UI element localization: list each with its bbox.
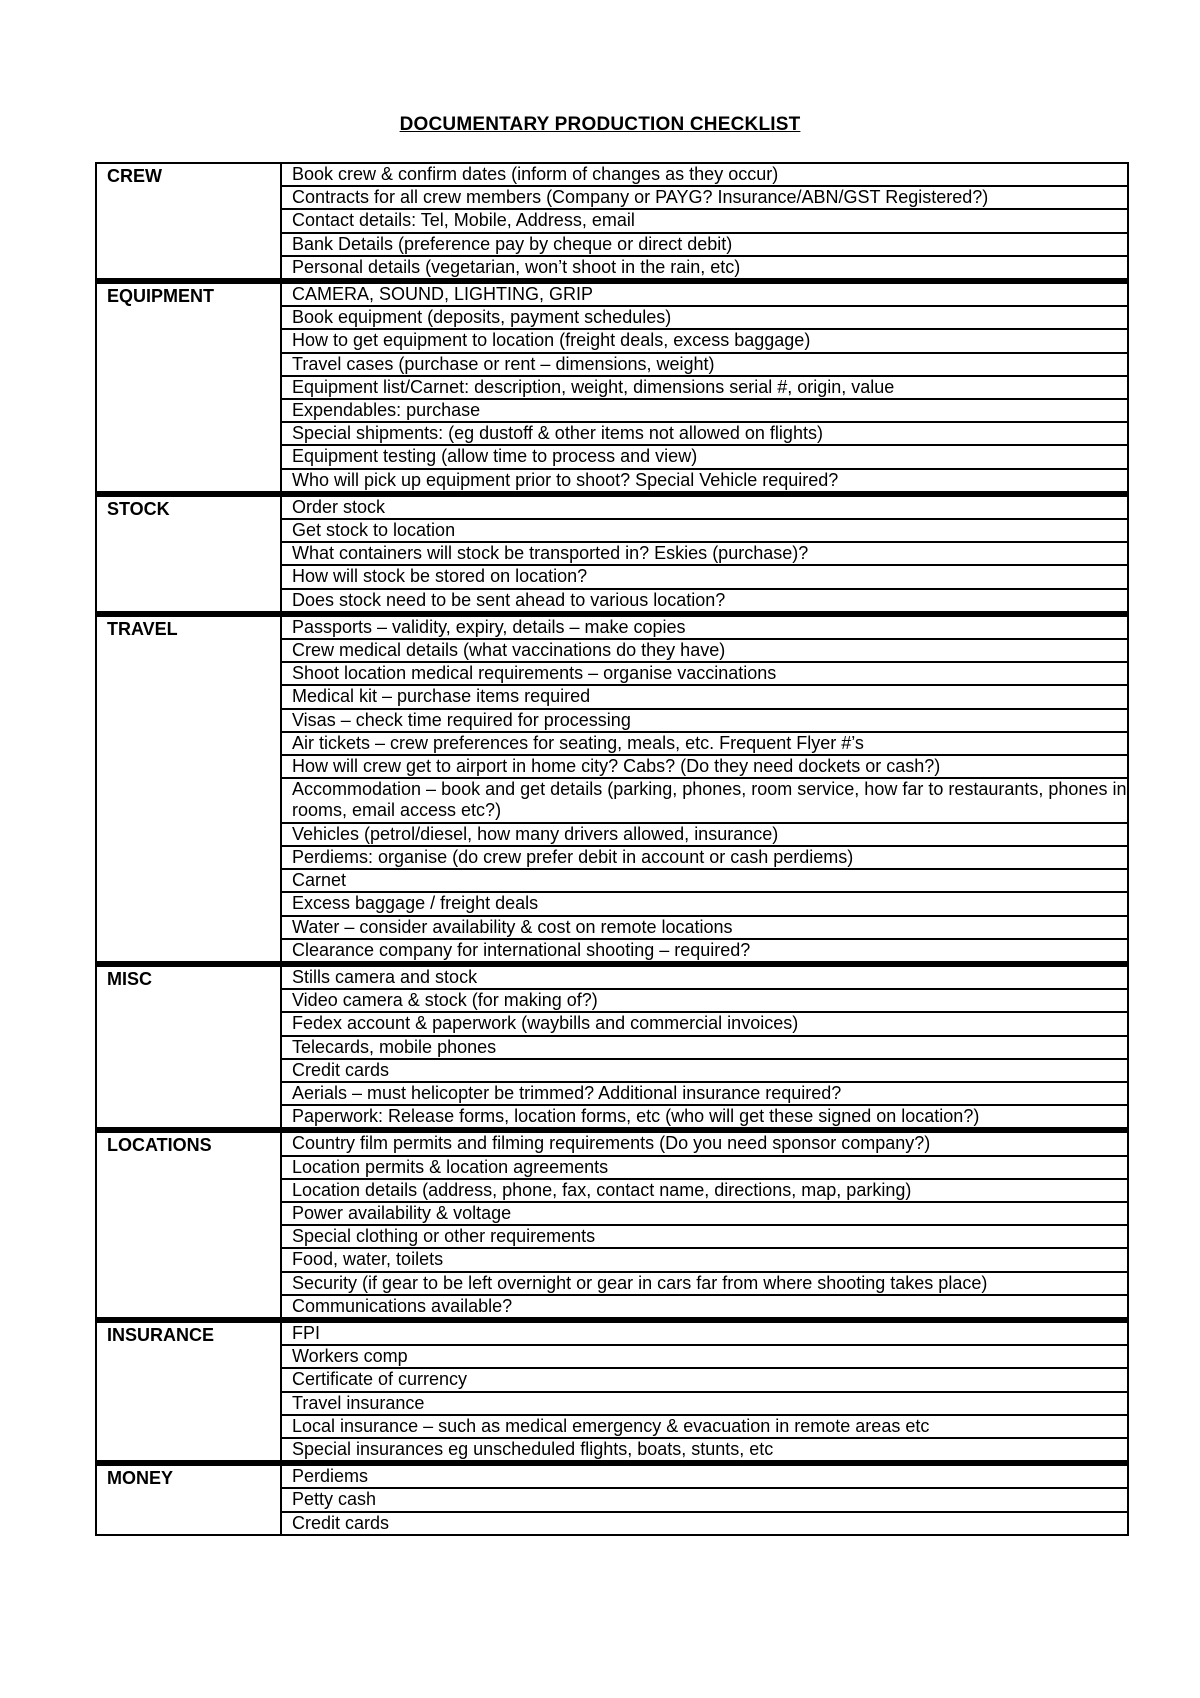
checklist-item: Location permits & location agreements	[282, 1157, 1127, 1180]
item-list	[282, 497, 1127, 611]
category-label: TRAVEL	[97, 617, 282, 961]
checklist-item: Book equipment (deposits, payment schedules)	[282, 307, 1127, 330]
checklist-item: Food, water, toilets	[282, 1249, 1127, 1272]
item-list	[282, 164, 1127, 278]
checklist-item: Does stock need to be sent ahead to various location?	[292, 589, 726, 610]
checklist-item: Workers comp	[282, 1346, 1127, 1369]
checklist-item: Country film permits and filming requirements (Do you need sponsor company?)	[282, 1133, 1127, 1156]
checklist-item: Order stock	[282, 497, 1127, 520]
section-stock	[97, 497, 1127, 617]
checklist-item: Special insurances eg unscheduled flights, boats, stunts, etc	[292, 1438, 774, 1459]
checklist-item: Vehicles (petrol/diesel, how many drivers allowed, insurance)	[282, 824, 1127, 847]
checklist-item: Perdiems: organise (do crew prefer debit in account or cash perdiems)	[282, 847, 1127, 870]
checklist-table	[95, 162, 1129, 1536]
checklist-item: Local insurance – such as medical emergency & evacuation in remote areas etc	[282, 1416, 1127, 1439]
checklist-item: How will stock be stored on location?	[282, 566, 1127, 589]
checklist-item: Petty cash	[282, 1489, 1127, 1512]
category-label: STOCK	[97, 497, 282, 611]
checklist-item: Passports – validity, expiry, details – make copies	[282, 617, 1127, 640]
checklist-item: What containers will stock be transported in? Eskies (purchase)?	[282, 543, 1127, 566]
checklist-item: Get stock to location	[282, 520, 1127, 543]
checklist-item: Video camera & stock (for making of?)	[282, 990, 1127, 1013]
checklist-item: Bank Details (preference pay by cheque or direct debit)	[282, 234, 1127, 257]
section-insurance	[97, 1323, 1127, 1466]
checklist-item: Book crew & confirm dates (inform of changes as they occur)	[282, 164, 1127, 187]
checklist-item: Accommodation – book and get details (parking, phones, room service, how far to restaurants, phones in rooms, email access etc?)	[282, 779, 1127, 823]
checklist-item: Special shipments: (eg dustoff & other items not allowed on flights)	[282, 423, 1127, 446]
category-label: MISC	[97, 967, 282, 1127]
checklist-item: Paperwork: Release forms, location forms, etc (who will get these signed on location?)	[292, 1106, 980, 1127]
item-list	[282, 284, 1127, 491]
checklist-item: Clearance company for international shooting – required?	[292, 939, 751, 960]
category-label: CREW	[97, 164, 282, 278]
section-locations	[97, 1133, 1127, 1323]
checklist-item: Power availability & voltage	[282, 1203, 1127, 1226]
checklist-item: CAMERA, SOUND, LIGHTING, GRIP	[282, 284, 1127, 307]
item-list	[282, 617, 1127, 961]
category-label: LOCATIONS	[97, 1133, 282, 1317]
checklist-item: Who will pick up equipment prior to shoot? Special Vehicle required?	[292, 469, 839, 490]
checklist-item: Aerials – must helicopter be trimmed? Additional insurance required?	[282, 1083, 1127, 1106]
checklist-item: Stills camera and stock	[282, 967, 1127, 990]
category-label: MONEY	[97, 1466, 282, 1534]
checklist-item: Communications available?	[292, 1295, 513, 1316]
item-list	[282, 1133, 1127, 1317]
checklist-item: Air tickets – crew preferences for seating, meals, etc. Frequent Flyer #’s	[282, 733, 1127, 756]
checklist-item: Contracts for all crew members (Company or PAYG? Insurance/ABN/GST Registered?)	[282, 187, 1127, 210]
item-list	[282, 1323, 1127, 1460]
checklist-item: Credit cards	[282, 1060, 1127, 1083]
checklist-item: Equipment testing (allow time to process and view)	[282, 446, 1127, 469]
checklist-item: Visas – check time required for processing	[282, 710, 1127, 733]
checklist-item: Fedex account & paperwork (waybills and commercial invoices)	[282, 1013, 1127, 1036]
checklist-item: Personal details (vegetarian, won’t shoot in the rain, etc)	[292, 256, 741, 277]
checklist-item: Medical kit – purchase items required	[282, 686, 1127, 709]
checklist-item: Location details (address, phone, fax, contact name, directions, map, parking)	[282, 1180, 1127, 1203]
section-equipment	[97, 284, 1127, 497]
checklist-item: Crew medical details (what vaccinations do they have)	[282, 640, 1127, 663]
category-label: INSURANCE	[97, 1323, 282, 1460]
item-list	[282, 1466, 1127, 1534]
checklist-item: Contact details: Tel, Mobile, Address, email	[282, 210, 1127, 233]
checklist-item: Excess baggage / freight deals	[282, 893, 1127, 916]
checklist-item: Expendables: purchase	[282, 400, 1127, 423]
checklist-item: How will crew get to airport in home city? Cabs? (Do they need dockets or cash?)	[282, 756, 1127, 779]
checklist-item: Perdiems	[282, 1466, 1127, 1489]
checklist-item: Telecards, mobile phones	[282, 1037, 1127, 1060]
checklist-item: Certificate of currency	[282, 1369, 1127, 1392]
checklist-item: How to get equipment to location (freight deals, excess baggage)	[282, 330, 1127, 353]
checklist-item: Shoot location medical requirements – organise vaccinations	[282, 663, 1127, 686]
section-misc	[97, 967, 1127, 1133]
checklist-item: FPI	[282, 1323, 1127, 1346]
checklist-item: Security (if gear to be left overnight or gear in cars far from where shooting takes place)	[282, 1273, 1127, 1296]
checklist-item: Credit cards	[292, 1512, 390, 1533]
category-label: EQUIPMENT	[97, 284, 282, 491]
section-money	[97, 1466, 1127, 1534]
checklist-item: Carnet	[282, 870, 1127, 893]
item-list	[282, 967, 1127, 1127]
checklist-item: Equipment list/Carnet: description, weight, dimensions serial #, origin, value	[282, 377, 1127, 400]
checklist-item: Water – consider availability & cost on remote locations	[282, 917, 1127, 940]
checklist-item: Special clothing or other requirements	[282, 1226, 1127, 1249]
section-travel	[97, 617, 1127, 967]
page-title: DOCUMENTARY PRODUCTION CHECKLIST	[399, 114, 801, 135]
checklist-item: Travel cases (purchase or rent – dimensions, weight)	[282, 354, 1127, 377]
section-crew	[97, 164, 1127, 284]
checklist-item: Travel insurance	[282, 1393, 1127, 1416]
